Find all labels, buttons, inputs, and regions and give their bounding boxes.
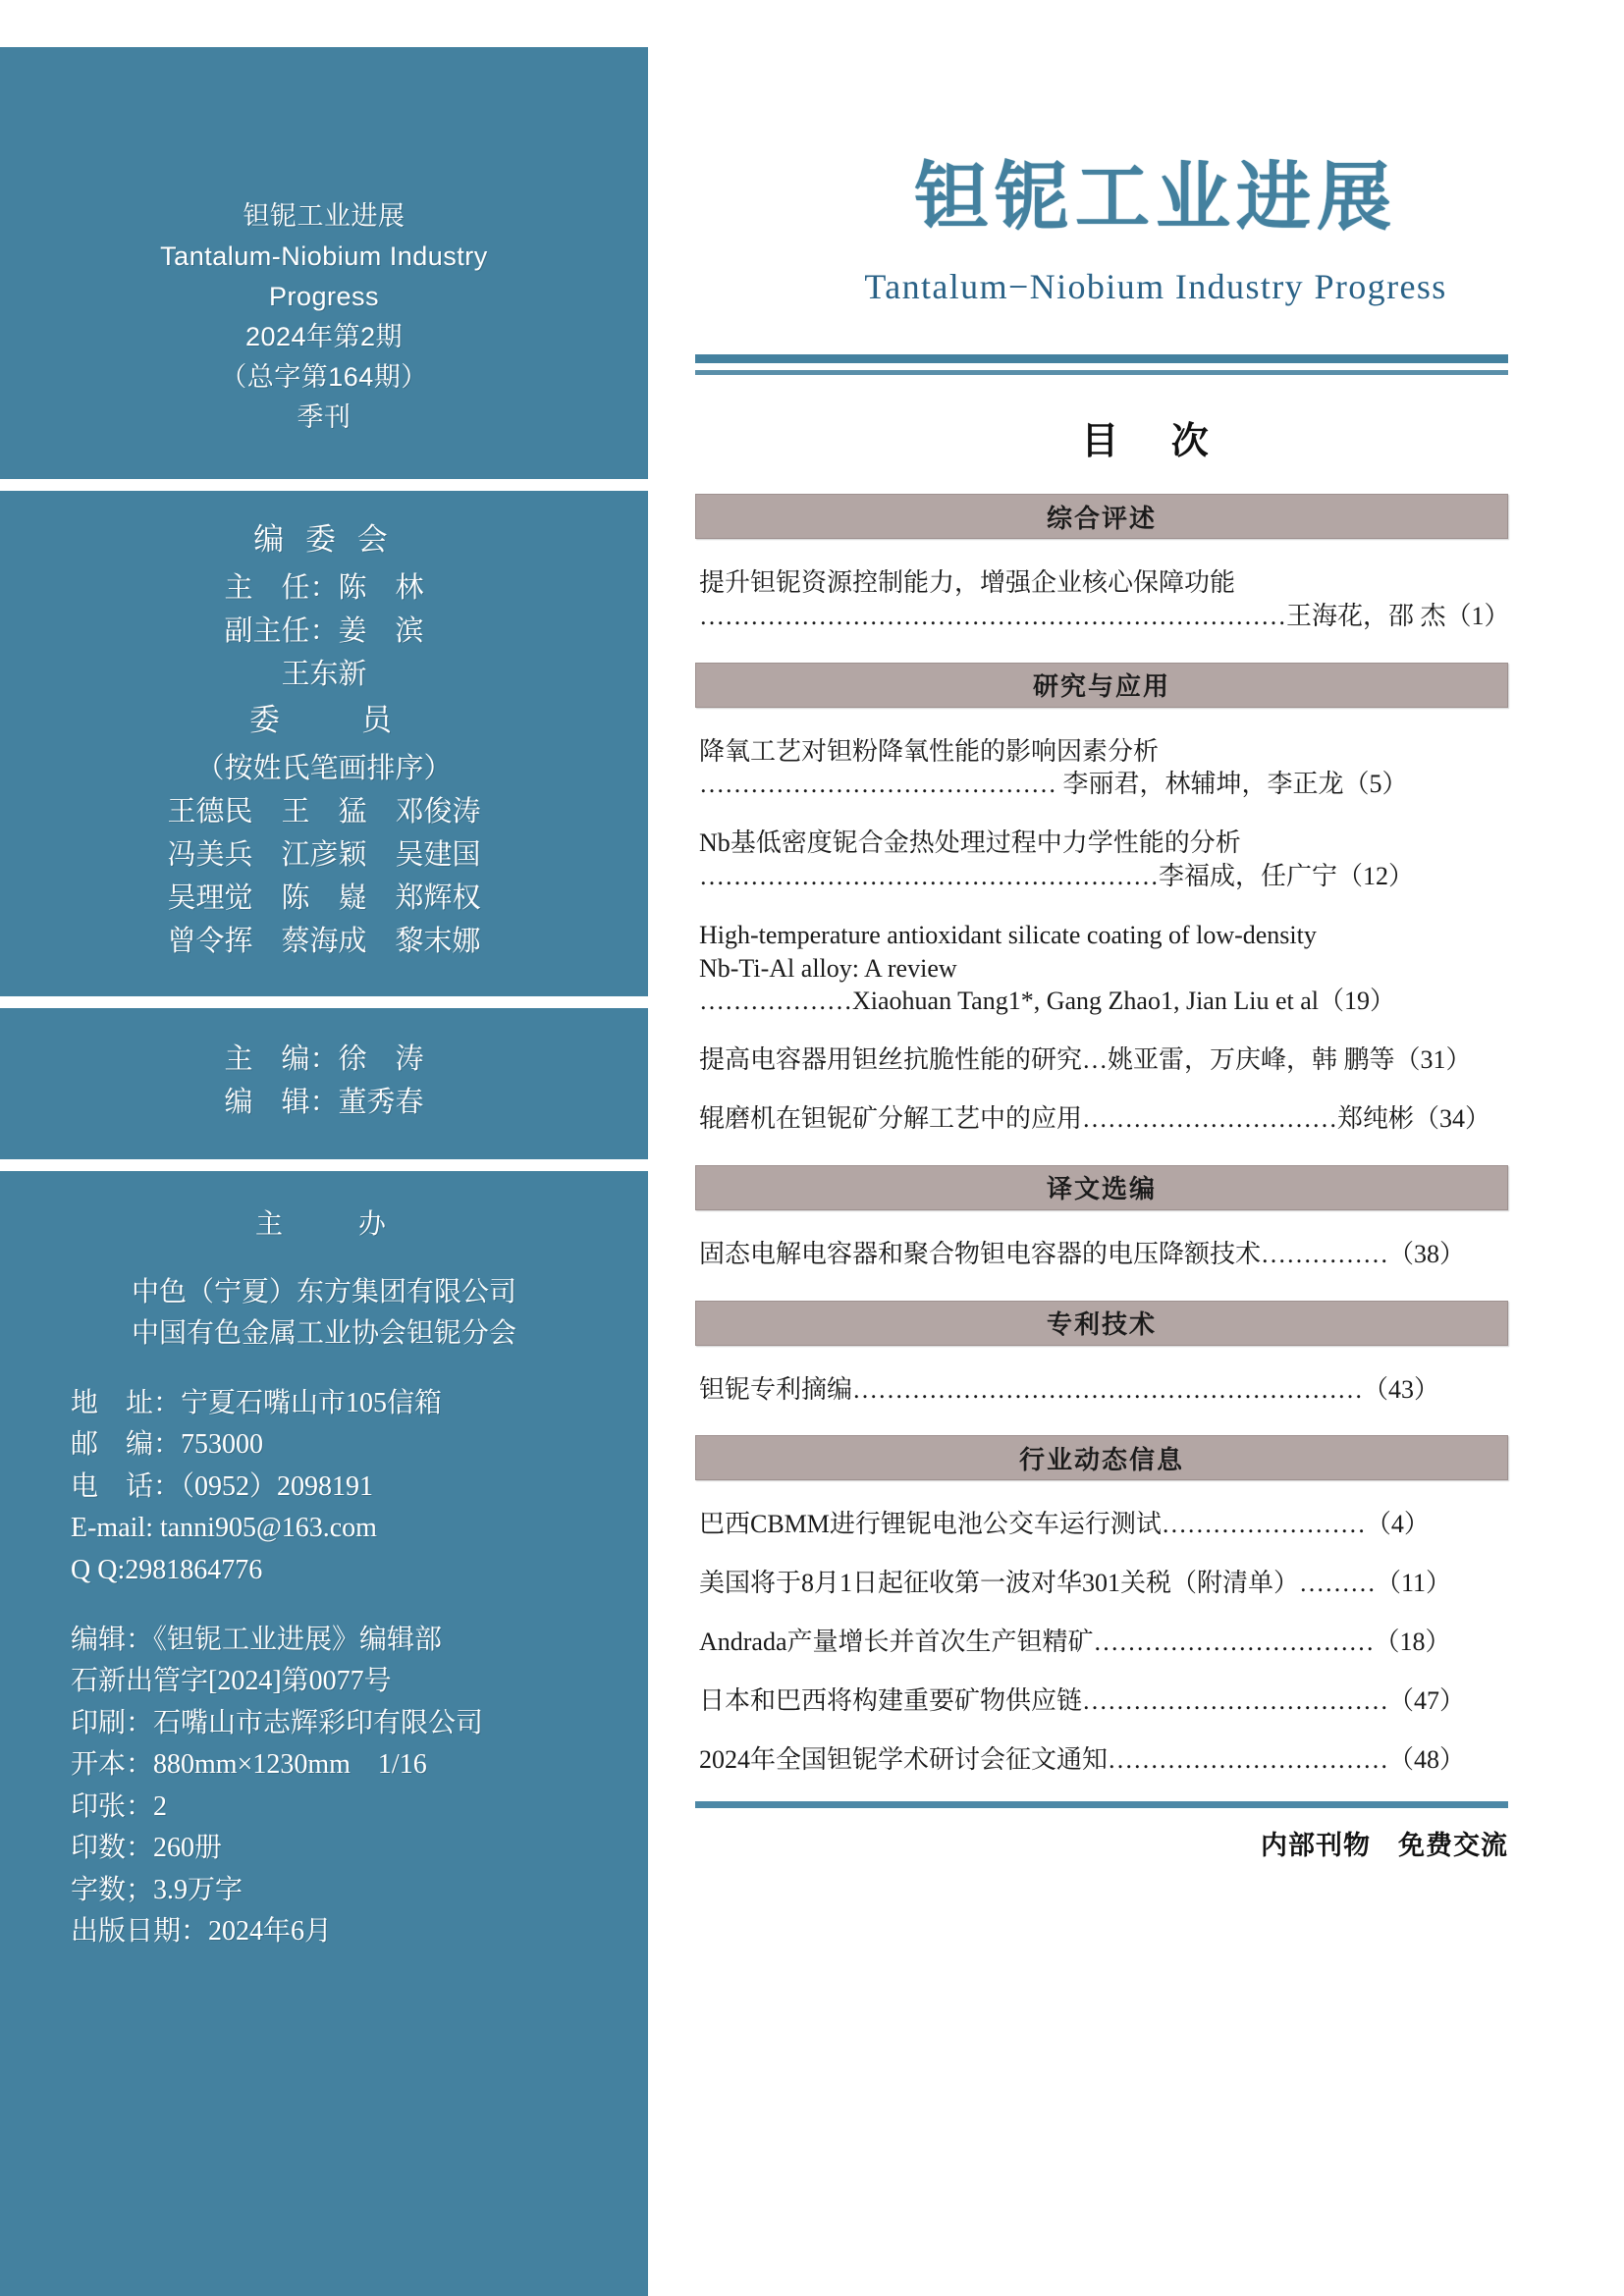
publisher-phone: 电 话：（0952）2098191 bbox=[71, 1470, 374, 1502]
masthead-frequency: 季刊 bbox=[297, 402, 352, 433]
table-of-contents bbox=[687, 494, 1624, 1862]
publisher-qq: Q Q:2981864776 bbox=[71, 1555, 263, 1586]
contents-label: 目 次 bbox=[1081, 421, 1230, 462]
section-entries bbox=[695, 1373, 1508, 1407]
board-deputy-director: 副主任：姜 滨 bbox=[224, 615, 424, 648]
toc-entry[interactable] bbox=[699, 1684, 1504, 1718]
publisher-block bbox=[0, 1171, 648, 2296]
footer-note: 内部刊物 免费交流 bbox=[1261, 1831, 1508, 1861]
masthead-title-en-line1: Tantalum-Niobium Industry bbox=[160, 241, 488, 272]
masthead-title-en-line2: Progress bbox=[268, 282, 380, 312]
publisher-spacer-2 bbox=[0, 1592, 648, 1620]
sidebar-divider-3 bbox=[0, 1159, 648, 1171]
contents-panel bbox=[687, 0, 1624, 2296]
toc-entry-line: Nb基低密度铌合金热处理过程中力学性能的分析 bbox=[699, 828, 1241, 858]
section-header-bar: 综合评述 bbox=[695, 494, 1508, 539]
chief-editor-block bbox=[0, 1008, 648, 1159]
toc-entry-line: 固态电解电容器和聚合物钽电容器的电压降额技术……………（38） bbox=[699, 1239, 1466, 1268]
section-header-bar: 行业动态信息 bbox=[695, 1435, 1508, 1480]
toc-entry-line: 提高电容器用钽丝抗脆性能的研究…姚亚雷，万庆峰，韩 鹏等（31） bbox=[699, 1045, 1472, 1075]
toc-entry[interactable] bbox=[699, 827, 1504, 893]
sidebar-divider-1 bbox=[0, 479, 648, 491]
toc-entry[interactable] bbox=[699, 1508, 1504, 1541]
editor: 编 辑：董秀春 bbox=[224, 1087, 424, 1119]
header-rule-thin bbox=[695, 370, 1508, 375]
toc-entry-line: Nb-Ti-Al alloy: A review bbox=[699, 953, 957, 983]
toc-entry-line: 提升钽铌资源控制能力，增强企业核心保障功能 bbox=[699, 568, 1236, 597]
publication-date: 出版日期：2024年6月 bbox=[71, 1916, 333, 1948]
toc-entry[interactable] bbox=[699, 919, 1504, 1018]
publisher-email: E-mail: tanni905@163.com bbox=[71, 1513, 377, 1544]
board-members-row: 王德民 王 猛 邓俊涛 bbox=[167, 795, 481, 828]
toc-entry-line: 日本和巴西将构建重要矿物供应链………………………………（47） bbox=[699, 1685, 1466, 1715]
board-members-note: （按姓氏笔画排序） bbox=[195, 752, 453, 784]
toc-entry-line: 辊磨机在钽铌矿分解工艺中的应用…………………………郑纯彬（34） bbox=[699, 1103, 1491, 1133]
publisher-spacer-1 bbox=[0, 1356, 648, 1383]
print-sheets: 印张：2 bbox=[71, 1790, 168, 1822]
header-rules bbox=[687, 354, 1624, 375]
section-entries bbox=[695, 1238, 1508, 1271]
header-rule-thick bbox=[695, 354, 1508, 363]
toc-entry-line: ………………Xiaohuan Tang1*, Gang Zhao1, Jian Liu et al（19） bbox=[699, 987, 1395, 1016]
section-header-bar: 研究与应用 bbox=[695, 663, 1508, 708]
masthead-serial-number: （总字第164期） bbox=[220, 362, 428, 393]
toc-entry[interactable] bbox=[699, 1102, 1504, 1136]
print-run: 印数：260册 bbox=[71, 1833, 223, 1864]
board-deputy-director-2: 王东新 bbox=[281, 659, 367, 691]
board-members-heading: 委 员 bbox=[249, 702, 399, 737]
printer: 印刷：石嘴山市志辉彩印有限公司 bbox=[71, 1707, 484, 1738]
toc-entry-line: ………………………………………………李福成，任广宁（12） bbox=[699, 861, 1415, 890]
toc-entry[interactable] bbox=[699, 1238, 1504, 1271]
section-header-bar: 译文选编 bbox=[695, 1165, 1508, 1210]
journal-title-en: Tantalum−Niobium Industry Progress bbox=[864, 267, 1447, 306]
toc-entry[interactable] bbox=[699, 1626, 1504, 1659]
section-entries bbox=[695, 566, 1508, 633]
section-entries bbox=[695, 735, 1508, 1136]
sidebar-divider-2 bbox=[0, 996, 648, 1008]
toc-entry-line: …………………………………… 李丽君，林辅坤，李正龙（5） bbox=[699, 770, 1408, 799]
toc-entry[interactable] bbox=[699, 566, 1510, 633]
publisher-postcode: 邮 编：753000 bbox=[71, 1429, 264, 1461]
editorial-board-heading: 编 委 会 bbox=[253, 522, 395, 558]
section-header-bar: 专利技术 bbox=[695, 1301, 1508, 1346]
toc-entry-line: 降氧工艺对钽粉降氧性能的影响因素分析 bbox=[699, 736, 1160, 766]
toc-entry-line: High-temperature antioxidant silicate coating of low-density bbox=[699, 920, 1317, 949]
masthead-block bbox=[0, 47, 648, 479]
toc-entry[interactable] bbox=[699, 1567, 1504, 1600]
toc-entry-line: 巴西CBMM进行锂铌电池公交车运行测试……………………（4） bbox=[699, 1510, 1430, 1539]
publisher-address: 地 址：宁夏石嘴山市105信箱 bbox=[71, 1387, 443, 1418]
toc-entry[interactable] bbox=[699, 1043, 1504, 1077]
publisher-heading: 主 办 bbox=[254, 1209, 393, 1241]
word-count: 字数；3.9万字 bbox=[71, 1874, 244, 1905]
toc-entry-line: 钽铌专利摘编……………………………………………………（43） bbox=[699, 1374, 1440, 1404]
masthead-issue: 2024年第2期 bbox=[244, 322, 404, 352]
toc-entry-line: 美国将于8月1日起征收第一波对华301关税（附清单）………（11） bbox=[699, 1569, 1452, 1598]
toc-entry-line: ……………………………………………………………王海花，邵 杰（1） bbox=[699, 601, 1510, 630]
toc-entry[interactable] bbox=[699, 1373, 1504, 1407]
toc-entry[interactable] bbox=[699, 735, 1504, 802]
board-director: 主 任：陈 林 bbox=[224, 572, 424, 605]
journal-title-cn: 钽铌工业进展 bbox=[914, 156, 1397, 240]
editorial-board-block bbox=[0, 491, 648, 996]
footer-rule bbox=[695, 1801, 1508, 1808]
publisher-org-2: 中国有色金属工业协会钽铌分会 bbox=[131, 1318, 516, 1350]
page-format: 开本：880mm×1230mm 1/16 bbox=[71, 1749, 427, 1781]
masthead-title-cn: 钽铌工业进展 bbox=[243, 201, 406, 231]
publisher-org-1: 中色（宁夏）东方集团有限公司 bbox=[131, 1276, 516, 1308]
toc-entry-line: Andrada产量增长并首次生产钽精矿……………………………（18） bbox=[699, 1627, 1451, 1656]
board-members-row: 吴理觉 陈 嶷 郑辉权 bbox=[167, 881, 481, 914]
editorial-department: 编辑：《钽铌工业进展》编辑部 bbox=[71, 1624, 443, 1655]
editor-in-chief: 主 编：徐 涛 bbox=[224, 1043, 424, 1076]
toc-entry-line: 2024年全国钽铌学术研讨会征文通知……………………………（48） bbox=[699, 1744, 1466, 1774]
toc-entry[interactable] bbox=[699, 1743, 1504, 1777]
publication-license: 石新出管字[2024]第0077号 bbox=[71, 1666, 392, 1697]
section-entries bbox=[695, 1508, 1508, 1776]
board-members-row: 曾令挥 蔡海成 黎末娜 bbox=[167, 925, 481, 957]
journal-info-sidebar bbox=[0, 47, 648, 2296]
board-members-row: 冯美兵 江彦颖 吴建国 bbox=[167, 838, 481, 871]
